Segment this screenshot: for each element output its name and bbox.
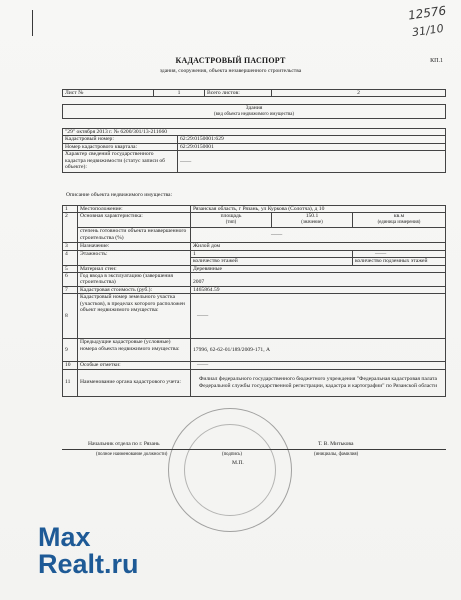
row-wall-material bbox=[63, 265, 446, 272]
floors-below-caption: количество подземных этажей bbox=[353, 257, 445, 264]
characteristic-type-caption: (тип) bbox=[225, 219, 237, 225]
row-purpose bbox=[63, 243, 446, 250]
row-value: —— bbox=[191, 294, 446, 339]
characteristic-unit-caption: (единица измерения) bbox=[377, 219, 421, 225]
cadastral-block-label: Номер кадастрового квартала: bbox=[63, 143, 178, 150]
object-kind-caption: (вид объекта недвижимого имущества) bbox=[63, 112, 446, 119]
row-label: Основная характеристика: bbox=[78, 213, 191, 228]
sheet-table bbox=[62, 89, 446, 97]
watermark-line1: Max bbox=[38, 522, 91, 552]
signer-name: Т. В. Митькова bbox=[318, 441, 354, 447]
row-label: Кадастровый номер земельного участка (участков), в пределах которого расположен объект недвижимого имущества: bbox=[78, 294, 191, 339]
cadastral-number-label: Кадастровый номер: bbox=[63, 136, 178, 143]
row-main-characteristic bbox=[63, 213, 446, 228]
row-number: 11 bbox=[63, 369, 78, 396]
row-number: 6 bbox=[63, 273, 78, 287]
handwritten-date: 31/10 bbox=[411, 21, 445, 40]
row-label: Наименование органа кадастрового учета: bbox=[78, 369, 191, 396]
sheet-total-value: 2 bbox=[272, 90, 446, 97]
sheet-total-label: Всего листов: bbox=[205, 90, 272, 97]
row-label: Предыдущие кадастровые (условные) номера объекта недвижимого имущества: bbox=[78, 339, 191, 362]
readiness-value: —— bbox=[191, 228, 446, 243]
row-label: Особые отметки: bbox=[78, 362, 191, 369]
row-number: 9 bbox=[63, 339, 78, 362]
characteristic-value-caption: (значение) bbox=[301, 219, 323, 225]
document-subtitle: здания, сооружения, объекта незавершенного строительства bbox=[159, 68, 302, 74]
readiness-label: степень готовности объекта незавершенного строительства (%) bbox=[78, 228, 191, 243]
watermark-line2: Realt.ru bbox=[38, 549, 139, 579]
date-line: "29" октября 2013 г. № 6200/301/13-211660 bbox=[63, 129, 446, 136]
row-number: 2 bbox=[63, 213, 78, 243]
row-value: 2007 bbox=[191, 273, 446, 287]
row-year bbox=[63, 273, 446, 287]
row-value: Деревянные bbox=[191, 265, 446, 272]
row-label: Год ввода в эксплуатацию (завершения строительства) bbox=[78, 273, 191, 287]
row-number: 5 bbox=[63, 265, 78, 272]
description-heading: Описание объекта недвижимого имущества: bbox=[66, 192, 173, 198]
row-number: 1 bbox=[63, 206, 78, 213]
sheet-value: 1 bbox=[154, 90, 205, 97]
official-stamp-inner bbox=[184, 424, 276, 516]
character-label: Характер сведений государственного кадастра недвижимости (статус записи об объекте): bbox=[63, 151, 178, 173]
row-label: Кадастровая стоимость (руб.): bbox=[78, 286, 191, 293]
row-value: Жилой дом bbox=[191, 243, 446, 250]
floors-below-value: —— bbox=[375, 250, 387, 257]
row-number: 4 bbox=[63, 250, 78, 265]
characteristic-unit: кв.м bbox=[393, 213, 405, 220]
row-number: 7 bbox=[63, 286, 78, 293]
row-previous-numbers bbox=[63, 339, 446, 362]
object-kind-value: Здания bbox=[63, 105, 446, 113]
sign-caption: (подпись) bbox=[222, 452, 242, 457]
row-value: —— bbox=[191, 362, 446, 369]
row-value: Рязанская область, г Рязань, ул Куркова (Солотча), д 10 bbox=[191, 206, 446, 213]
cadastral-number-value: 62:29:0150001:629 bbox=[178, 136, 446, 143]
description-table bbox=[62, 205, 446, 397]
document-title: КАДАСТРОВЫЙ ПАСПОРТ bbox=[175, 56, 286, 65]
row-number: 8 bbox=[63, 294, 78, 339]
binding-mark bbox=[32, 10, 33, 36]
floors-above-caption: количество этажей bbox=[191, 257, 352, 264]
characteristic-type: площадь bbox=[220, 213, 242, 220]
form-code: КП.1 bbox=[430, 58, 443, 64]
row-label: Этажность: bbox=[78, 250, 191, 265]
character-value: —— bbox=[178, 151, 446, 173]
row-label: Материал стен: bbox=[78, 265, 191, 272]
object-kind-table bbox=[62, 104, 446, 119]
row-registration-body bbox=[63, 369, 446, 396]
name-caption: (инициалы, фамилия) bbox=[314, 452, 359, 457]
row-land-plot bbox=[63, 294, 446, 339]
row-readiness bbox=[63, 228, 446, 243]
characteristic-value: 150.1 bbox=[305, 213, 319, 220]
position-caption: (полное наименование должности) bbox=[96, 452, 168, 457]
row-value: 1465864.59 bbox=[191, 286, 446, 293]
row-label: Назначение: bbox=[78, 243, 191, 250]
row-cost bbox=[63, 286, 446, 293]
floors-above-value: 1 bbox=[193, 250, 196, 257]
handwritten-number: 12576 bbox=[407, 3, 447, 23]
row-number: 3 bbox=[63, 243, 78, 250]
cadastral-table bbox=[62, 128, 446, 173]
row-label: Местоположение: bbox=[78, 206, 191, 213]
row-value: 17996, 62-62-01/189/2009-171, А bbox=[191, 339, 446, 362]
row-value: Филиал федерального государственного бюджетного учреждения "Федеральная кадастровая палата Федеральной службы государственной регистрации, кадастра и картографии" по Рязанской области bbox=[191, 369, 446, 396]
sheet-label: Лист № bbox=[63, 90, 154, 97]
row-floors bbox=[63, 250, 446, 265]
watermark-logo bbox=[38, 524, 139, 578]
seal-label: М.П. bbox=[232, 460, 244, 466]
row-location bbox=[63, 206, 446, 213]
signer-position: Начальник отдела по г. Рязань bbox=[88, 441, 160, 447]
row-number: 10 bbox=[63, 362, 78, 369]
row-special-notes bbox=[63, 362, 446, 369]
cadastral-block-value: 62:29:0150001 bbox=[178, 143, 446, 150]
